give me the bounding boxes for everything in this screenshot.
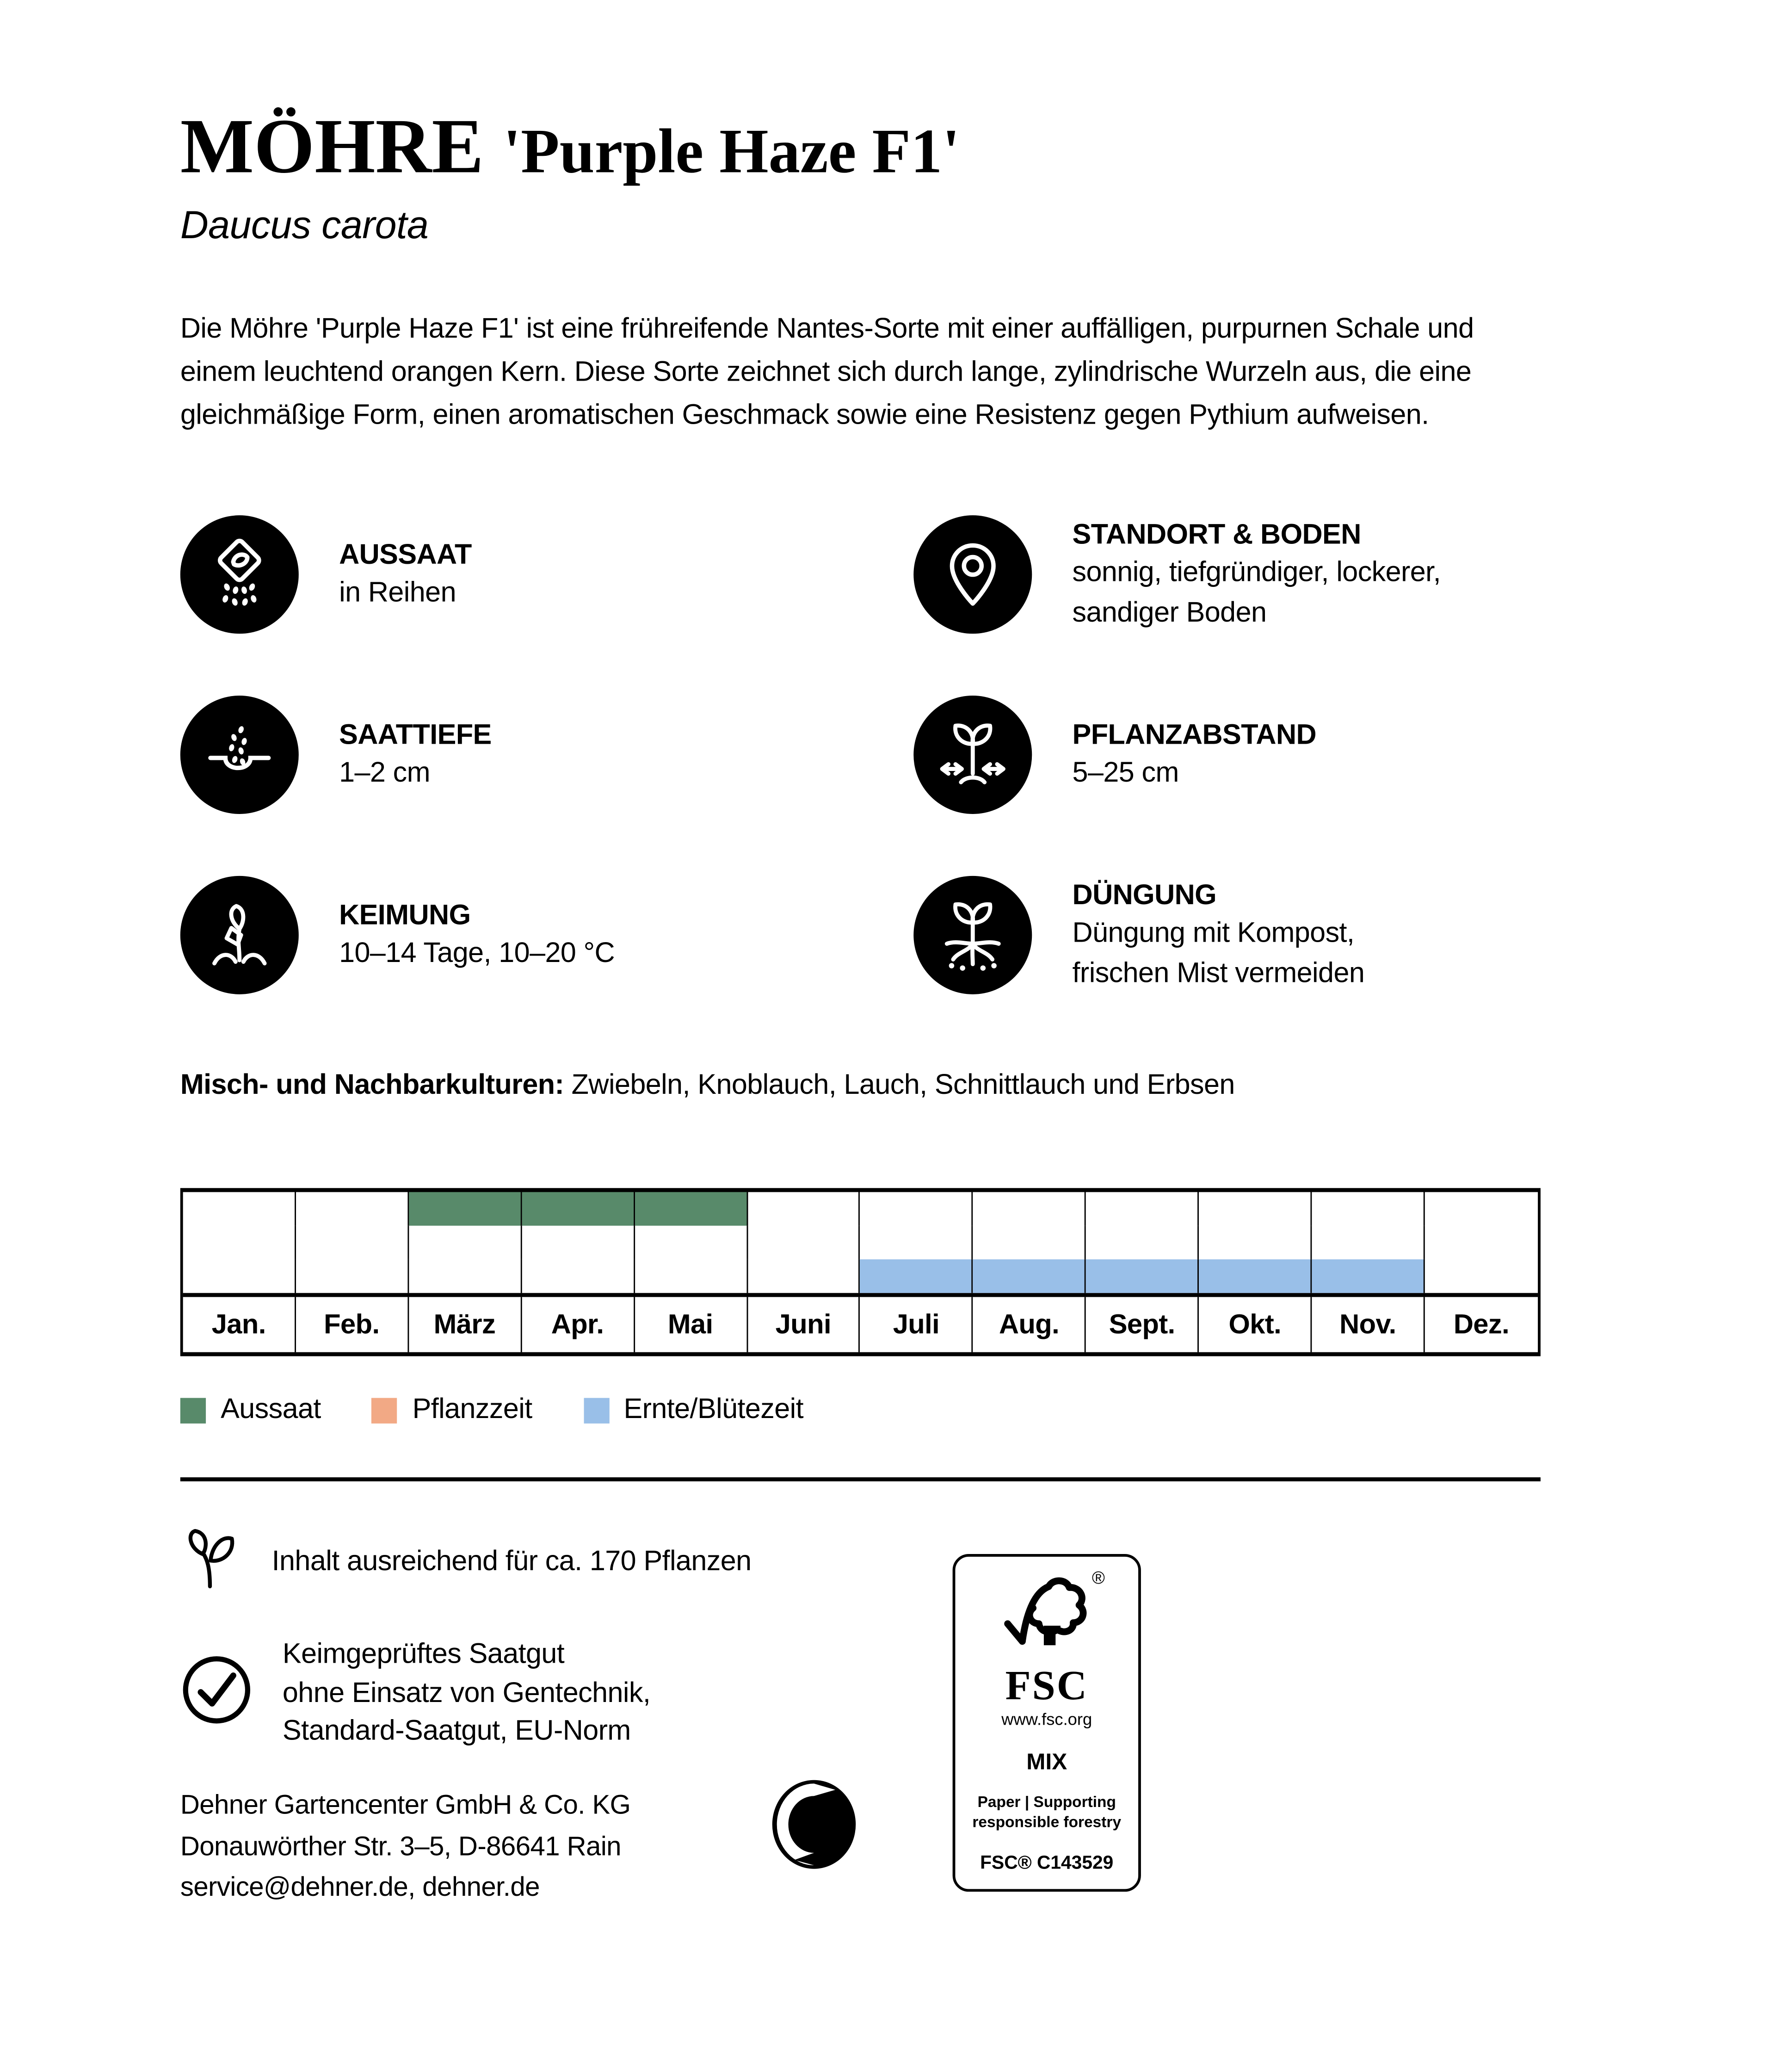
info-item-text: 10–14 Tage, 10–20 °C <box>339 937 615 969</box>
calendar-cell <box>635 1193 747 1227</box>
info-item-title: KEIMUNG <box>339 900 471 931</box>
calendar-cell <box>1086 1260 1199 1294</box>
green-dot-recycling-icon <box>770 1778 858 1872</box>
info-item-textblock <box>1073 517 1441 634</box>
calendar-cell <box>1199 1260 1312 1294</box>
companion-plants-label: Misch- und Nachbarkulturen: <box>180 1070 564 1101</box>
calendar-cell <box>1086 1226 1199 1260</box>
calendar-cell <box>183 1260 296 1294</box>
calendar-month-label: Sept. <box>1086 1297 1199 1352</box>
sowing-calendar <box>180 1189 1541 1357</box>
calendar-cell <box>183 1226 296 1260</box>
info-item-text: sonnig, tiefgründiger, lockerer, <box>1072 557 1441 588</box>
info-item-aussaat <box>180 516 860 634</box>
plant-spacing-icon <box>913 696 1032 814</box>
info-item-text: 5–25 cm <box>1072 758 1179 789</box>
calendar-cell <box>1312 1193 1425 1227</box>
info-item-title: PFLANZABSTAND <box>1072 719 1317 751</box>
fertilizer-icon <box>913 876 1032 995</box>
calendar-month-label: Aug. <box>973 1297 1086 1352</box>
seed-quality-line: Standard-Saatgut, EU-Norm <box>282 1715 631 1747</box>
calendar-cell <box>409 1193 522 1227</box>
calendar-cell <box>409 1226 522 1260</box>
content-note-row <box>180 1525 934 1599</box>
legend-item-ernte <box>583 1394 803 1427</box>
calendar-cell <box>973 1193 1086 1227</box>
location-pin-icon <box>913 516 1032 634</box>
registered-trademark-symbol: ® <box>1092 1568 1105 1588</box>
seed-packet-icon <box>180 516 299 634</box>
crop-name: MÖHRE <box>180 102 484 190</box>
calendar-row-pflanzzeit <box>183 1226 1538 1260</box>
aussaat-color-swatch <box>180 1398 206 1423</box>
fsc-brand: FSC <box>1005 1662 1088 1709</box>
calendar-month-label: Mai <box>635 1297 747 1352</box>
legend-label: Ernte/Blütezeit <box>623 1394 804 1425</box>
calendar-cell <box>296 1260 409 1294</box>
info-item-text: in Reihen <box>339 577 456 609</box>
calendar-chart <box>183 1193 1538 1294</box>
calendar-month-label: Juli <box>860 1297 973 1352</box>
calendar-cell <box>296 1193 409 1227</box>
calendar-cell <box>860 1226 973 1260</box>
calendar-row-ernte-bl-tezeit <box>183 1260 1538 1294</box>
info-item-saattiefe <box>180 696 860 814</box>
info-item-text: 1–2 cm <box>339 758 430 789</box>
calendar-cell <box>747 1226 860 1260</box>
calendar-cell <box>1199 1226 1312 1260</box>
fsc-tagline: Paper | Supporting responsible forestry <box>972 1795 1122 1832</box>
info-item-keimung <box>180 876 860 995</box>
calendar-cell <box>409 1260 522 1294</box>
calendar-month-label: Dez. <box>1453 1309 1510 1340</box>
calendar-cell <box>1425 1226 1538 1260</box>
seed-quality-line: Keimgeprüftes Saatgut <box>282 1639 565 1671</box>
info-item-duengung <box>913 876 1541 995</box>
calendar-months <box>183 1294 1538 1353</box>
fsc-license-code: FSC® C143529 <box>980 1851 1114 1874</box>
manufacturer-address <box>180 1786 1541 1909</box>
seed-quality-textblock <box>283 1637 650 1751</box>
page-title <box>180 102 1541 190</box>
growing-info-grid <box>180 516 1541 995</box>
calendar-cell <box>860 1193 973 1227</box>
calendar-month-label: März <box>409 1297 522 1352</box>
section-divider <box>180 1478 1541 1482</box>
sprout-icon <box>180 876 299 995</box>
info-item-title: DÜNGUNG <box>1072 880 1217 911</box>
calendar-cell <box>635 1226 747 1260</box>
seed-quality-row <box>180 1637 934 1751</box>
legend-item-pflanzzeit <box>372 1394 532 1427</box>
info-item-standort <box>913 516 1541 634</box>
info-item-textblock <box>339 897 615 974</box>
calendar-cell <box>1312 1260 1425 1294</box>
calendar-month-label: Okt. <box>1199 1297 1312 1352</box>
footer <box>180 1525 1541 1982</box>
calendar-month-label: Juni <box>747 1297 860 1352</box>
calendar-cell <box>747 1260 860 1294</box>
calendar-cell <box>522 1226 635 1260</box>
calendar-row-aussaat <box>183 1193 1538 1227</box>
info-item-title: AUSSAAT <box>339 539 472 570</box>
legend-item-aussaat <box>180 1394 321 1427</box>
info-item-pflanzabstand <box>913 696 1541 814</box>
ernte-color-swatch <box>583 1398 609 1423</box>
leaf-icon <box>180 1525 242 1599</box>
calendar-cell <box>1425 1193 1538 1227</box>
calendar-cell <box>973 1226 1086 1260</box>
fsc-grade: MIX <box>1026 1749 1067 1776</box>
companion-plants-text: Zwiebeln, Knoblauch, Lauch, Schnittlauch und Erbsen <box>571 1070 1235 1101</box>
info-item-textblock <box>1073 717 1317 794</box>
fsc-tree-icon <box>994 1568 1105 1659</box>
legend-label: Pflanzzeit <box>412 1394 532 1425</box>
calendar-cell <box>635 1260 747 1294</box>
info-item-textblock <box>339 717 492 794</box>
calendar-month-label: Jan. <box>183 1297 296 1352</box>
info-item-title: SAATTIEFE <box>339 719 492 751</box>
info-item-text: sandiger Boden <box>1072 597 1267 629</box>
legend-label: Aussaat <box>221 1394 321 1425</box>
fsc-url: www.fsc.org <box>1001 1710 1092 1730</box>
calendar-month-label: Feb. <box>296 1297 409 1352</box>
calendar-cell <box>747 1193 860 1227</box>
calendar-cell <box>860 1260 973 1294</box>
calendar-month-label: Nov. <box>1312 1297 1425 1352</box>
calendar-cell <box>522 1260 635 1294</box>
calendar-cell <box>1425 1260 1538 1294</box>
info-item-text: Düngung mit Kompost, <box>1072 918 1355 949</box>
calendar-legend <box>180 1394 1541 1427</box>
calendar-cell <box>1199 1193 1312 1227</box>
botanical-name: Daucus carota <box>180 204 429 248</box>
content-note: Inhalt ausreichend für ca. 170 Pflanzen <box>271 1545 752 1577</box>
calendar-cell <box>296 1226 409 1260</box>
calendar-cell <box>1086 1193 1199 1227</box>
info-item-title: STANDORT & BODEN <box>1072 519 1361 550</box>
checkmark-icon <box>180 1654 253 1733</box>
address-line: Dehner Gartencenter GmbH & Co. KG <box>180 1791 631 1821</box>
info-item-textblock <box>1073 877 1365 994</box>
calendar-cell <box>522 1193 635 1227</box>
variety-name: 'Purple Haze F1' <box>503 117 960 187</box>
variety-description: Die Möhre 'Purple Haze F1' ist eine frühreifende Nantes-Sorte mit einer auffälligen, purpurnen Schale und einem leuchtend orangen Kern. Diese Sorte zeichnet sich durch lange, zylindrische Wurzeln aus, die eine gleichmäßige Form, einen aromatischen Geschmack sowie eine Resistenz gegen Pythium aufweisen. <box>180 313 1474 431</box>
calendar-month-label: Apr. <box>522 1297 635 1352</box>
calendar-cell <box>973 1260 1086 1294</box>
address-line: service@dehner.de, dehner.de <box>180 1873 540 1903</box>
info-item-textblock <box>339 536 472 613</box>
seed-depth-icon <box>180 696 299 814</box>
seed-quality-line: ohne Einsatz von Gentechnik, <box>282 1677 651 1708</box>
calendar-cell <box>183 1193 296 1227</box>
pflanzzeit-color-swatch <box>372 1398 397 1423</box>
address-line: Donauwörther Str. 3–5, D-86641 Rain <box>180 1832 621 1862</box>
info-item-text: frischen Mist vermeiden <box>1072 958 1365 989</box>
companion-plants <box>180 1070 1541 1103</box>
fsc-label <box>953 1554 1141 1892</box>
calendar-cell <box>1312 1226 1425 1260</box>
